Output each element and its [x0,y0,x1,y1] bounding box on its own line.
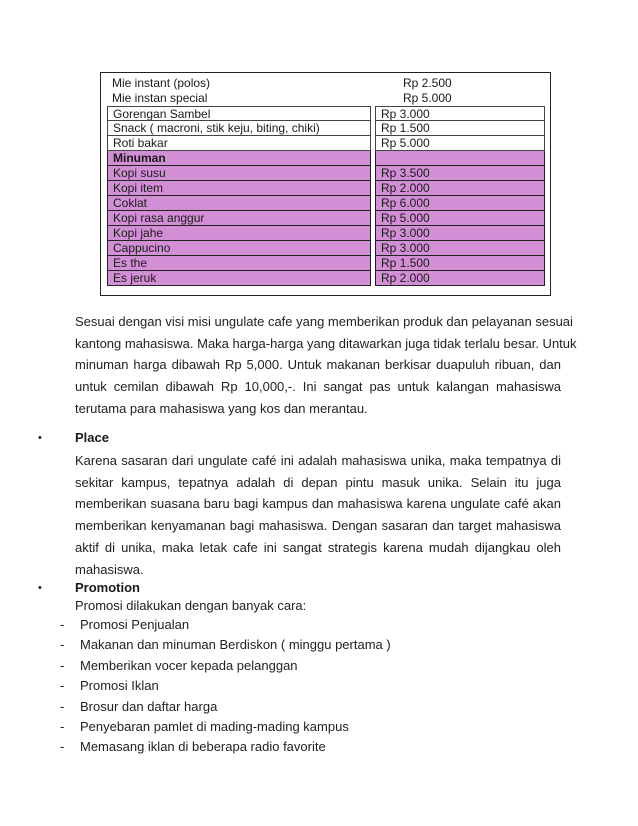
table-row [101,226,550,241]
paragraph-line: minuman harga dibawah Rp 5,000. Untuk makanan berkisar duapuluh ribuan, dan [75,357,561,373]
table-row [101,136,550,151]
list-item [0,617,638,637]
table-row [101,256,550,271]
table-row [101,106,550,121]
dash-marker: - [60,698,65,714]
promotion-item-label: Makanan dan minuman Berdiskon ( minggu pertama ) [80,637,391,653]
dash-marker: - [60,718,65,734]
list-item [0,678,638,698]
list-item [0,637,638,657]
promotion-item-label: Penyebaran pamlet di mading-mading kampus [80,718,349,734]
item-price-cell: Rp 1.500 [375,256,545,271]
list-item [0,699,638,719]
list-item [0,719,638,739]
item-name-cell: Kopi susu [107,166,371,181]
item-price-cell: Rp 3.000 [375,106,545,121]
item-name-cell: Roti bakar [107,136,371,151]
pricing-paragraph [75,311,577,420]
item-name-cell: Mie instan special [112,91,208,105]
paragraph-line: Sesuai dengan visi misi ungulate cafe yang memberikan produk dan pelayanan sesuai [75,314,573,329]
item-price-cell: Rp 2.000 [375,181,545,196]
item-name-cell: Mie instant (polos) [112,76,211,90]
table-row [101,91,550,106]
paragraph-line: terutama para mahasiswa yang kos dan merantau. [75,400,368,416]
table-row [101,211,550,226]
item-name-cell: Cappucino [107,241,371,256]
item-name-cell: Gorengan Sambel [107,106,371,121]
item-name-cell: Kopi jahe [107,226,371,241]
paragraph-line: memberikan kenyamanan bagi mahasiswa. Dengan sasaran dan target mahasiswa [75,518,561,534]
table-row [101,151,550,166]
promotion-item-label: Promosi Iklan [80,678,159,694]
promotion-bullet: • [38,582,42,594]
paragraph-line: mahasiswa. [75,561,144,577]
dash-marker: - [60,637,65,653]
item-name-cell: Kopi rasa anggur [107,211,371,226]
table-row [101,241,550,256]
item-name-cell: Kopi item [107,181,371,196]
paragraph-line: memberikan suasana baru bagi kampus dan mahasiswa karena ungulate café akan [75,496,561,512]
item-price-cell: Rp 5.000 [375,211,545,226]
item-name-cell: Es the [107,256,371,271]
paragraph-line: untuk cemilan dibawah Rp 10,000,-. Ini sangat pas untuk kalangan mahasiswa [75,379,561,395]
promotion-item-label: Promosi Penjualan [80,617,190,632]
list-item [0,658,638,678]
place-heading: Place [75,430,109,445]
promotion-item-label: Memasang iklan di beberapa radio favorite [80,739,326,755]
item-price-cell: Rp 3.500 [375,166,545,181]
place-bullet: • [38,432,42,444]
item-name-cell: Minuman [107,151,371,166]
promotion-list [0,617,638,760]
item-price-cell: Rp 1.500 [375,121,545,136]
paragraph-line: Karena sasaran dari ungulate café ini adalah mahasiswa unika, maka tempatnya di [75,453,561,468]
table-row [101,166,550,181]
dash-marker: - [60,739,65,755]
table-row [101,121,550,136]
dash-marker: - [60,678,65,694]
item-price-cell [375,151,545,166]
promotion-intro: Promosi dilakukan dengan banyak cara: [75,598,307,613]
item-price-cell: Rp 5.000 [375,136,545,151]
item-name-cell: Snack ( macroni, stik keju, biting, chiki) [107,121,371,136]
dash-marker: - [60,617,65,632]
list-item [0,739,638,759]
paragraph-line: aktif di unika, maka letak cafe ini sangat strategis karena mudah dijangkau oleh [75,539,561,555]
table-row [101,271,550,286]
item-name-cell: Coklat [107,196,371,211]
item-price-cell: Rp 3.000 [375,226,545,241]
table-row [101,181,550,196]
promotion-item-label: Brosur dan daftar harga [80,698,218,714]
paragraph-line: kantong mahasiswa. Maka harga-harga yang ditawarkan juga tidak terlalu besar. Untuk [75,335,577,351]
item-price-cell: Rp 2.500 [403,76,452,90]
place-paragraph [75,450,561,580]
item-name-cell: Es jeruk [107,271,371,286]
item-price-cell: Rp 2.000 [375,271,545,286]
promotion-item-label: Memberikan vocer kepada pelanggan [80,657,298,673]
paragraph-line: sekitar kampus, tepatnya adalah di depan pintu masuk unika. Selain itu juga [75,474,561,490]
item-price-cell: Rp 6.000 [375,196,545,211]
menu-price-table [100,72,551,296]
item-price-cell: Rp 3.000 [375,241,545,256]
promotion-heading: Promotion [75,580,140,595]
table-row [101,196,550,211]
dash-marker: - [60,657,65,673]
table-row [101,76,550,91]
item-price-cell: Rp 5.000 [403,91,452,105]
